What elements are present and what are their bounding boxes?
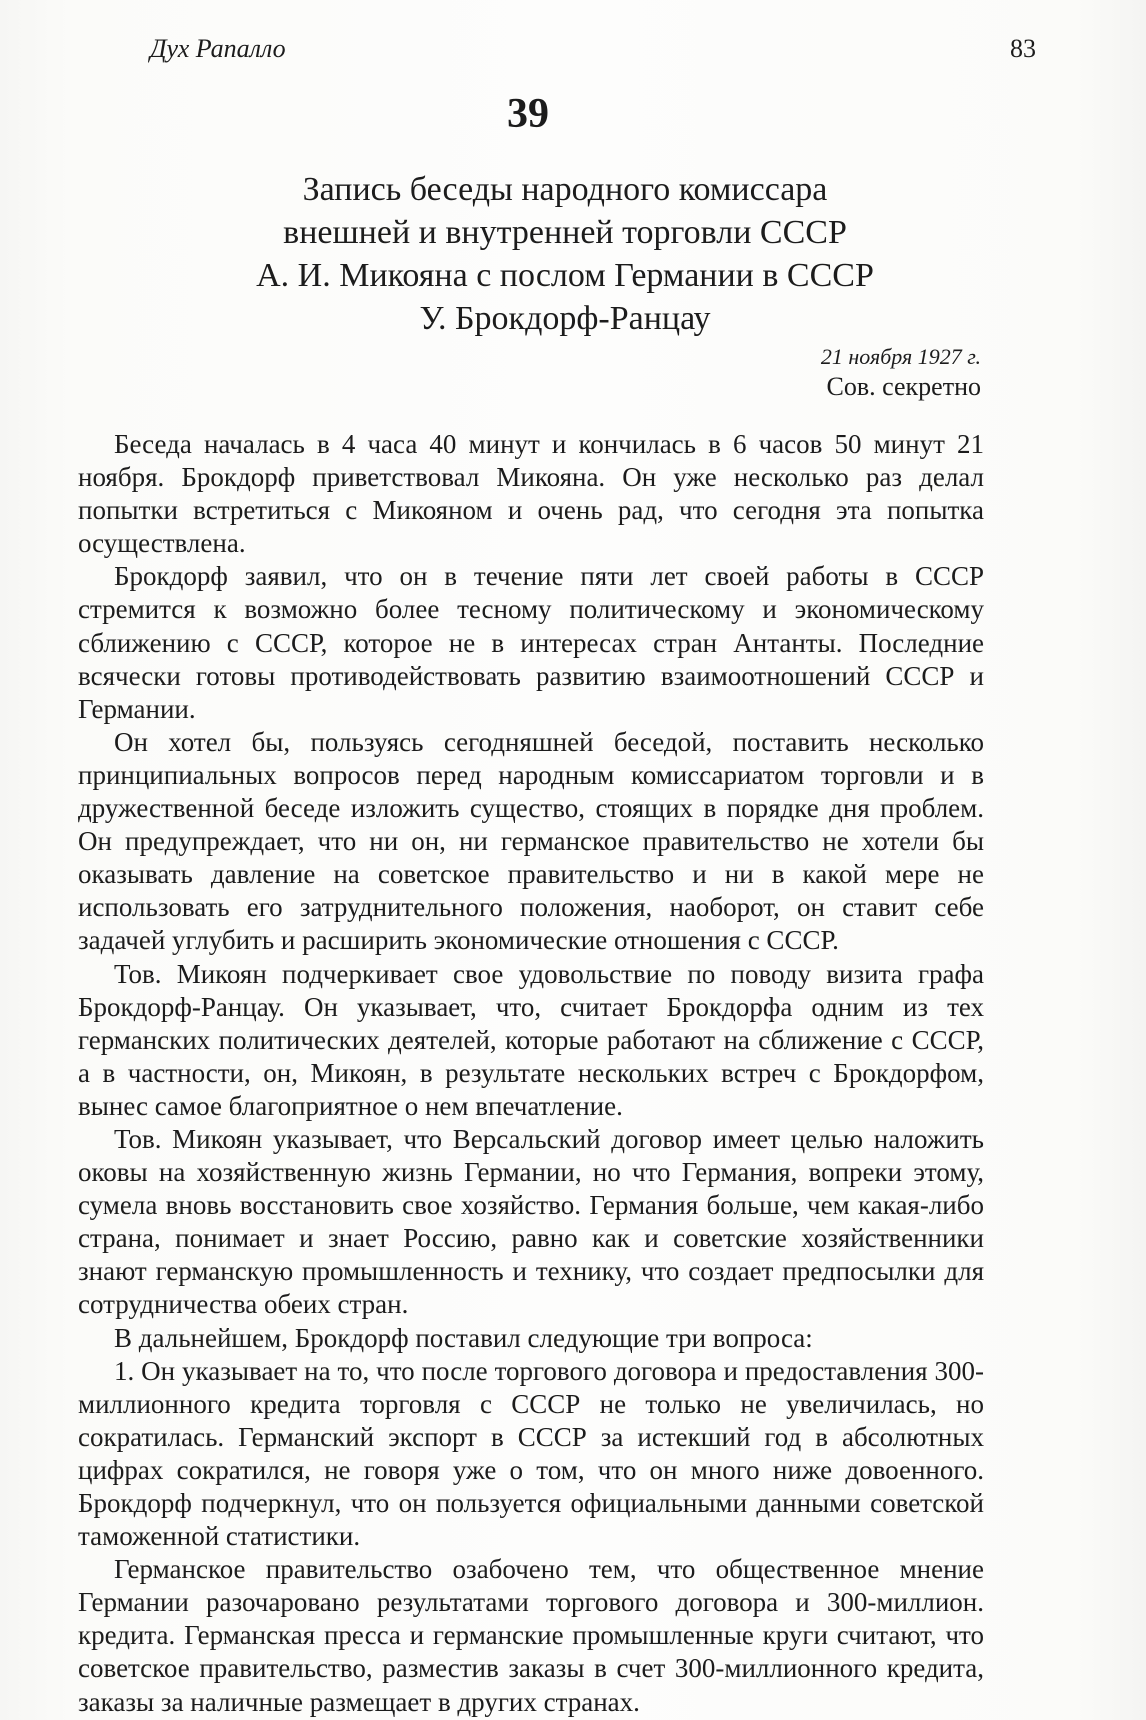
paragraph: Он хотел бы, пользуясь сегодняшней беседой, поставить несколько принципиальных вопросов перед народным комиссариатом торговли и в дружественной беседе изложить существо, стоящих в порядке дня проблем. Он предупреждает, что ни он, ни германское правительство не хотели бы оказывать давление на советское правительство и ни в какой мере не использовать его затруднительного положения, наоборот, он ставит себе задачей углубить и расширить экономические отношения с СССР.	[78, 726, 984, 956]
page-header	[150, 34, 1036, 74]
paragraph: Германское правительство озабочено тем, что общественное мнение Германии разочаровано результатами торгового договора и 300-миллион. кредита. Германская пресса и германские промышленные круги считают, что советское правительство, разместив заказы в счет 300-миллионного кредита, заказы за наличные размещает в других странах.	[78, 1554, 984, 1717]
page-number: 83	[1010, 34, 1036, 63]
running-title: Дух Рапалло	[150, 34, 286, 63]
body-text	[78, 428, 984, 1719]
classification-mark: Сов. секретно	[826, 372, 981, 401]
document-title-line: Запись беседы народного комиссара	[302, 171, 828, 208]
document-title	[150, 168, 980, 340]
document-date: 21 ноября 1927 г.	[820, 344, 981, 369]
paragraph: 1. Он указывает на то, что после торгового договора и предоставления 300-миллионного кредита торговля с СССР не только не увеличилась, но сократилась. Германский экспорт в СССР за истекший год в абсолютных цифрах сократился, не говоря уже о том, что он много ниже довоенного. Брокдорф подчеркнул, что он пользуется официальными данными советской таможенной статистики.	[78, 1355, 984, 1552]
paragraph: Тов. Микоян указывает, что Версальский договор имеет целью наложить оковы на хозяйственную жизнь Германии, но что Германия, вопреки этому, сумела вновь восстановить свое хозяйство. Германия больше, чем какая-либо страна, понимает и знает Россию, равно как и советские хозяйственники знают германскую промышленность и технику, что создает предпосылки для сотрудничества обеих стран.	[78, 1123, 984, 1320]
paragraph: Брокдорф заявил, что он в течение пяти лет своей работы в СССР стремится к возможно более тесному политическому и экономическому сближению с СССР, которое не в интересах стран Антанты. Последние всячески готовы противодействовать развитию взаимоотношений СССР и Германии.	[78, 561, 984, 724]
document-number: 39	[507, 91, 549, 137]
paragraph: Тов. Микоян подчеркивает свое удовольствие по поводу визита графа Брокдорф-Ранцау. Он указывает, что, считает Брокдорфа одним из тех германских политических деятелей, которые работают на сближение с СССР, а в частности, он, Микоян, в результате нескольких встреч с Брокдорфом, вынес самое благоприятное о нем впечатление.	[78, 958, 984, 1121]
document-title-line: А. И. Микояна с послом Германии в СССР	[256, 257, 874, 294]
paragraph: Беседа началась в 4 часа 40 минут и кончилась в 6 часов 50 минут 21 ноября. Брокдорф приветствовал Микояна. Он уже несколько раз делал попытки встретиться с Микояном и очень рад, что сегодня эта попытка осуществлена.	[78, 429, 984, 559]
document-title-line: У. Брокдорф-Ранцау	[419, 300, 711, 337]
paragraph: В дальнейшем, Брокдорф поставил следующие три вопроса:	[114, 1322, 813, 1353]
document-title-line: внешней и внутренней торговли СССР	[283, 214, 847, 251]
